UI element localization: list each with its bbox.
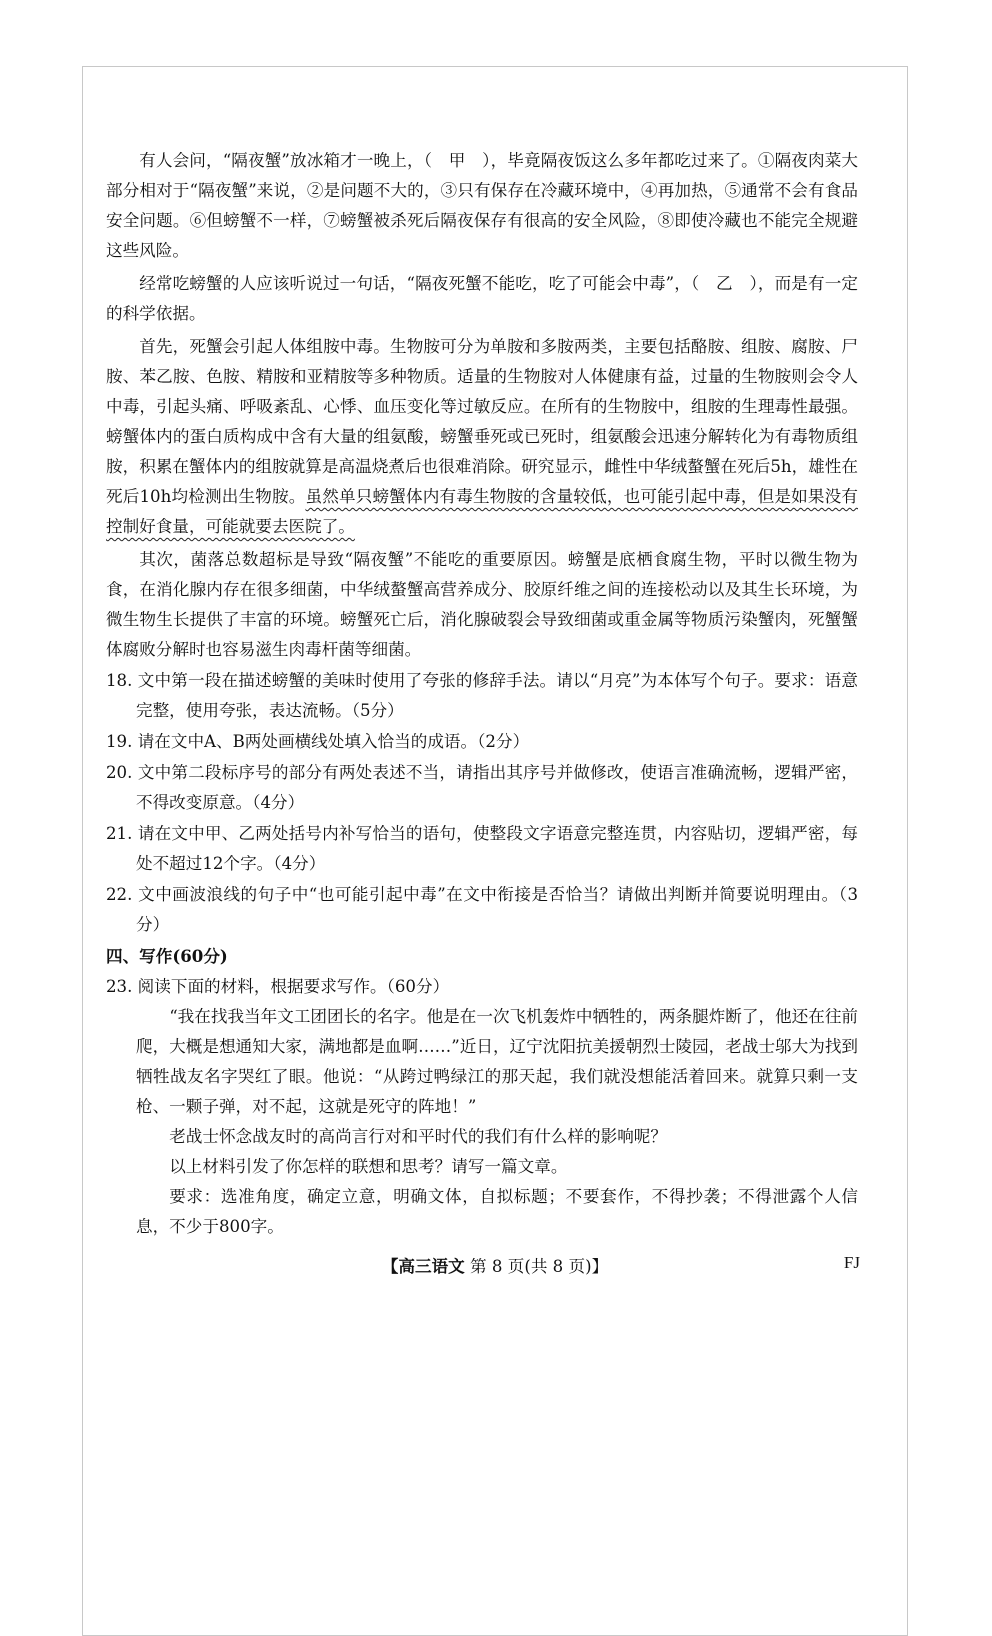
question-19: 19. 请在文中A、B两处画横线处填入恰当的成语。（2分） [106,732,530,751]
question-21: 21. 请在文中甲、乙两处括号内补写恰当的语句，使整段文字语意完整连贯，内容贴切，逻辑严密，每处不超过12个字。（4分） [106,824,858,873]
article-paragraph-1: 有人会问，“隔夜蟹”放冰箱才一晚上，（ 甲 ），毕竟隔夜饭这么多年都吃过来了。①隔夜肉菜大部分相对于“隔夜蟹”来说，②是问题不大的，③只有保存在冷藏环境中，④再加热，⑤通常不会有食品安全问题。⑥但螃蟹不一样，⑦螃蟹被杀死后隔夜保存有很高的安全风险，⑧即使冷藏也不能完全规避这些风险。 [106,151,858,260]
footer-page-info [82,1253,908,1277]
footer-region-code: FJ [843,1253,860,1272]
article-paragraph-2: 经常吃螃蟹的人应该听说过一句话，“隔夜死蟹不能吃，吃了可能会中毒”，（ 乙 ），而是有一定的科学依据。 [106,274,858,323]
article-paragraph-3 [106,332,858,542]
footer-subject: 【高三语文 [381,1256,465,1276]
writing-prompt-line-1: 老战士怀念战友时的高尚言行对和平时代的我们有什么样的影响呢？ [169,1127,667,1146]
article-paragraph-3-text: 首先，死蟹会引起人体组胺中毒。生物胺可分为单胺和多胺两类，主要包括酪胺、组胺、腐胺、尸胺、苯乙胺、色胺、精胺和亚精胺等多种物质。适量的生物胺对人体健康有益，过量的生物胺则会令人中毒，引起头痛、呼吸紊乱、心悸、血压变化等过敏反应。在所有的生物胺中，组胺的生理毒性最强。螃蟹体内的蛋白质构成中含有大量的组氨酸，螃蟹垂死或已死时，组氨酸会迅速分解转化为有毒物质组胺，积累在蟹体内的组胺就算是高温烧煮后也很难消除。研究显示，雌性中华绒螯蟹在死后5h，雄性在死后10h均检测出生物胺。 [106,337,858,506]
footer-page-number: 第 8 页(共 8 页)】 [470,1257,609,1276]
article-paragraph-4: 其次，菌落总数超标是导致“隔夜蟹”不能吃的重要原因。螃蟹是底栖食腐生物，平时以微生物为食，在消化腺内存在很多细菌，中华绒螯蟹高营养成分、胶原纤维之间的连接松动以及其生长环境，为微生物生长提供了丰富的环境。螃蟹死亡后，消化腺破裂会导致细菌或重金属等物质污染蟹肉，死蟹蟹体腐败分解时也容易滋生肉毒杆菌等细菌。 [106,550,858,659]
question-22: 22. 文中画波浪线的句子中“也可能引起中毒”在文中衔接是否恰当？请做出判断并简要说明理由。（3分） [106,885,858,934]
question-18: 18. 文中第一段在描述螃蟹的美味时使用了夸张的修辞手法。请以“月亮”为本体写个句子。要求：语意完整，使用夸张，表达流畅。（5分） [106,671,858,720]
question-23: 23. 阅读下面的材料，根据要求写作。（60分） [106,977,450,996]
writing-requirements: 要求：选准角度，确定立意，明确文体，自拟标题；不要套作，不得抄袭；不得泄露个人信息，不少于800字。 [136,1187,858,1236]
question-20: 20. 文中第二段标序号的部分有两处表述不当，请指出其序号并做修改，使语言准确流畅，逻辑严密，不得改变原意。（4分） [106,763,858,812]
page-footer [82,1253,908,1283]
wavy-underlined-sentence: 虽然单只螃蟹体内有毒生物胺的含量较低，也可能引起中毒，但是如果没有控制好食量，可能就要去医院了。 [106,487,858,536]
writing-prompt-line-2: 以上材料引发了你怎样的联想和思考？请写一篇文章。 [169,1157,568,1176]
section-heading-writing: 四、写作(60分) [106,946,228,966]
exam-content [106,146,858,1242]
writing-material: “我在找我当年文工团团长的名字。他是在一次飞机轰炸中牺牲的，两条腿炸断了，他还在往前爬，大概是想通知大家，满地都是血啊……”近日，辽宁沈阳抗美援朝烈士陵园，老战士邬大为找到牺牲战友名字哭红了眼。他说：“从跨过鸭绿江的那天起，我们就没想能活着回来。就算只剩一支枪、一颗子弹，对不起，这就是死守的阵地！” [136,1007,859,1116]
